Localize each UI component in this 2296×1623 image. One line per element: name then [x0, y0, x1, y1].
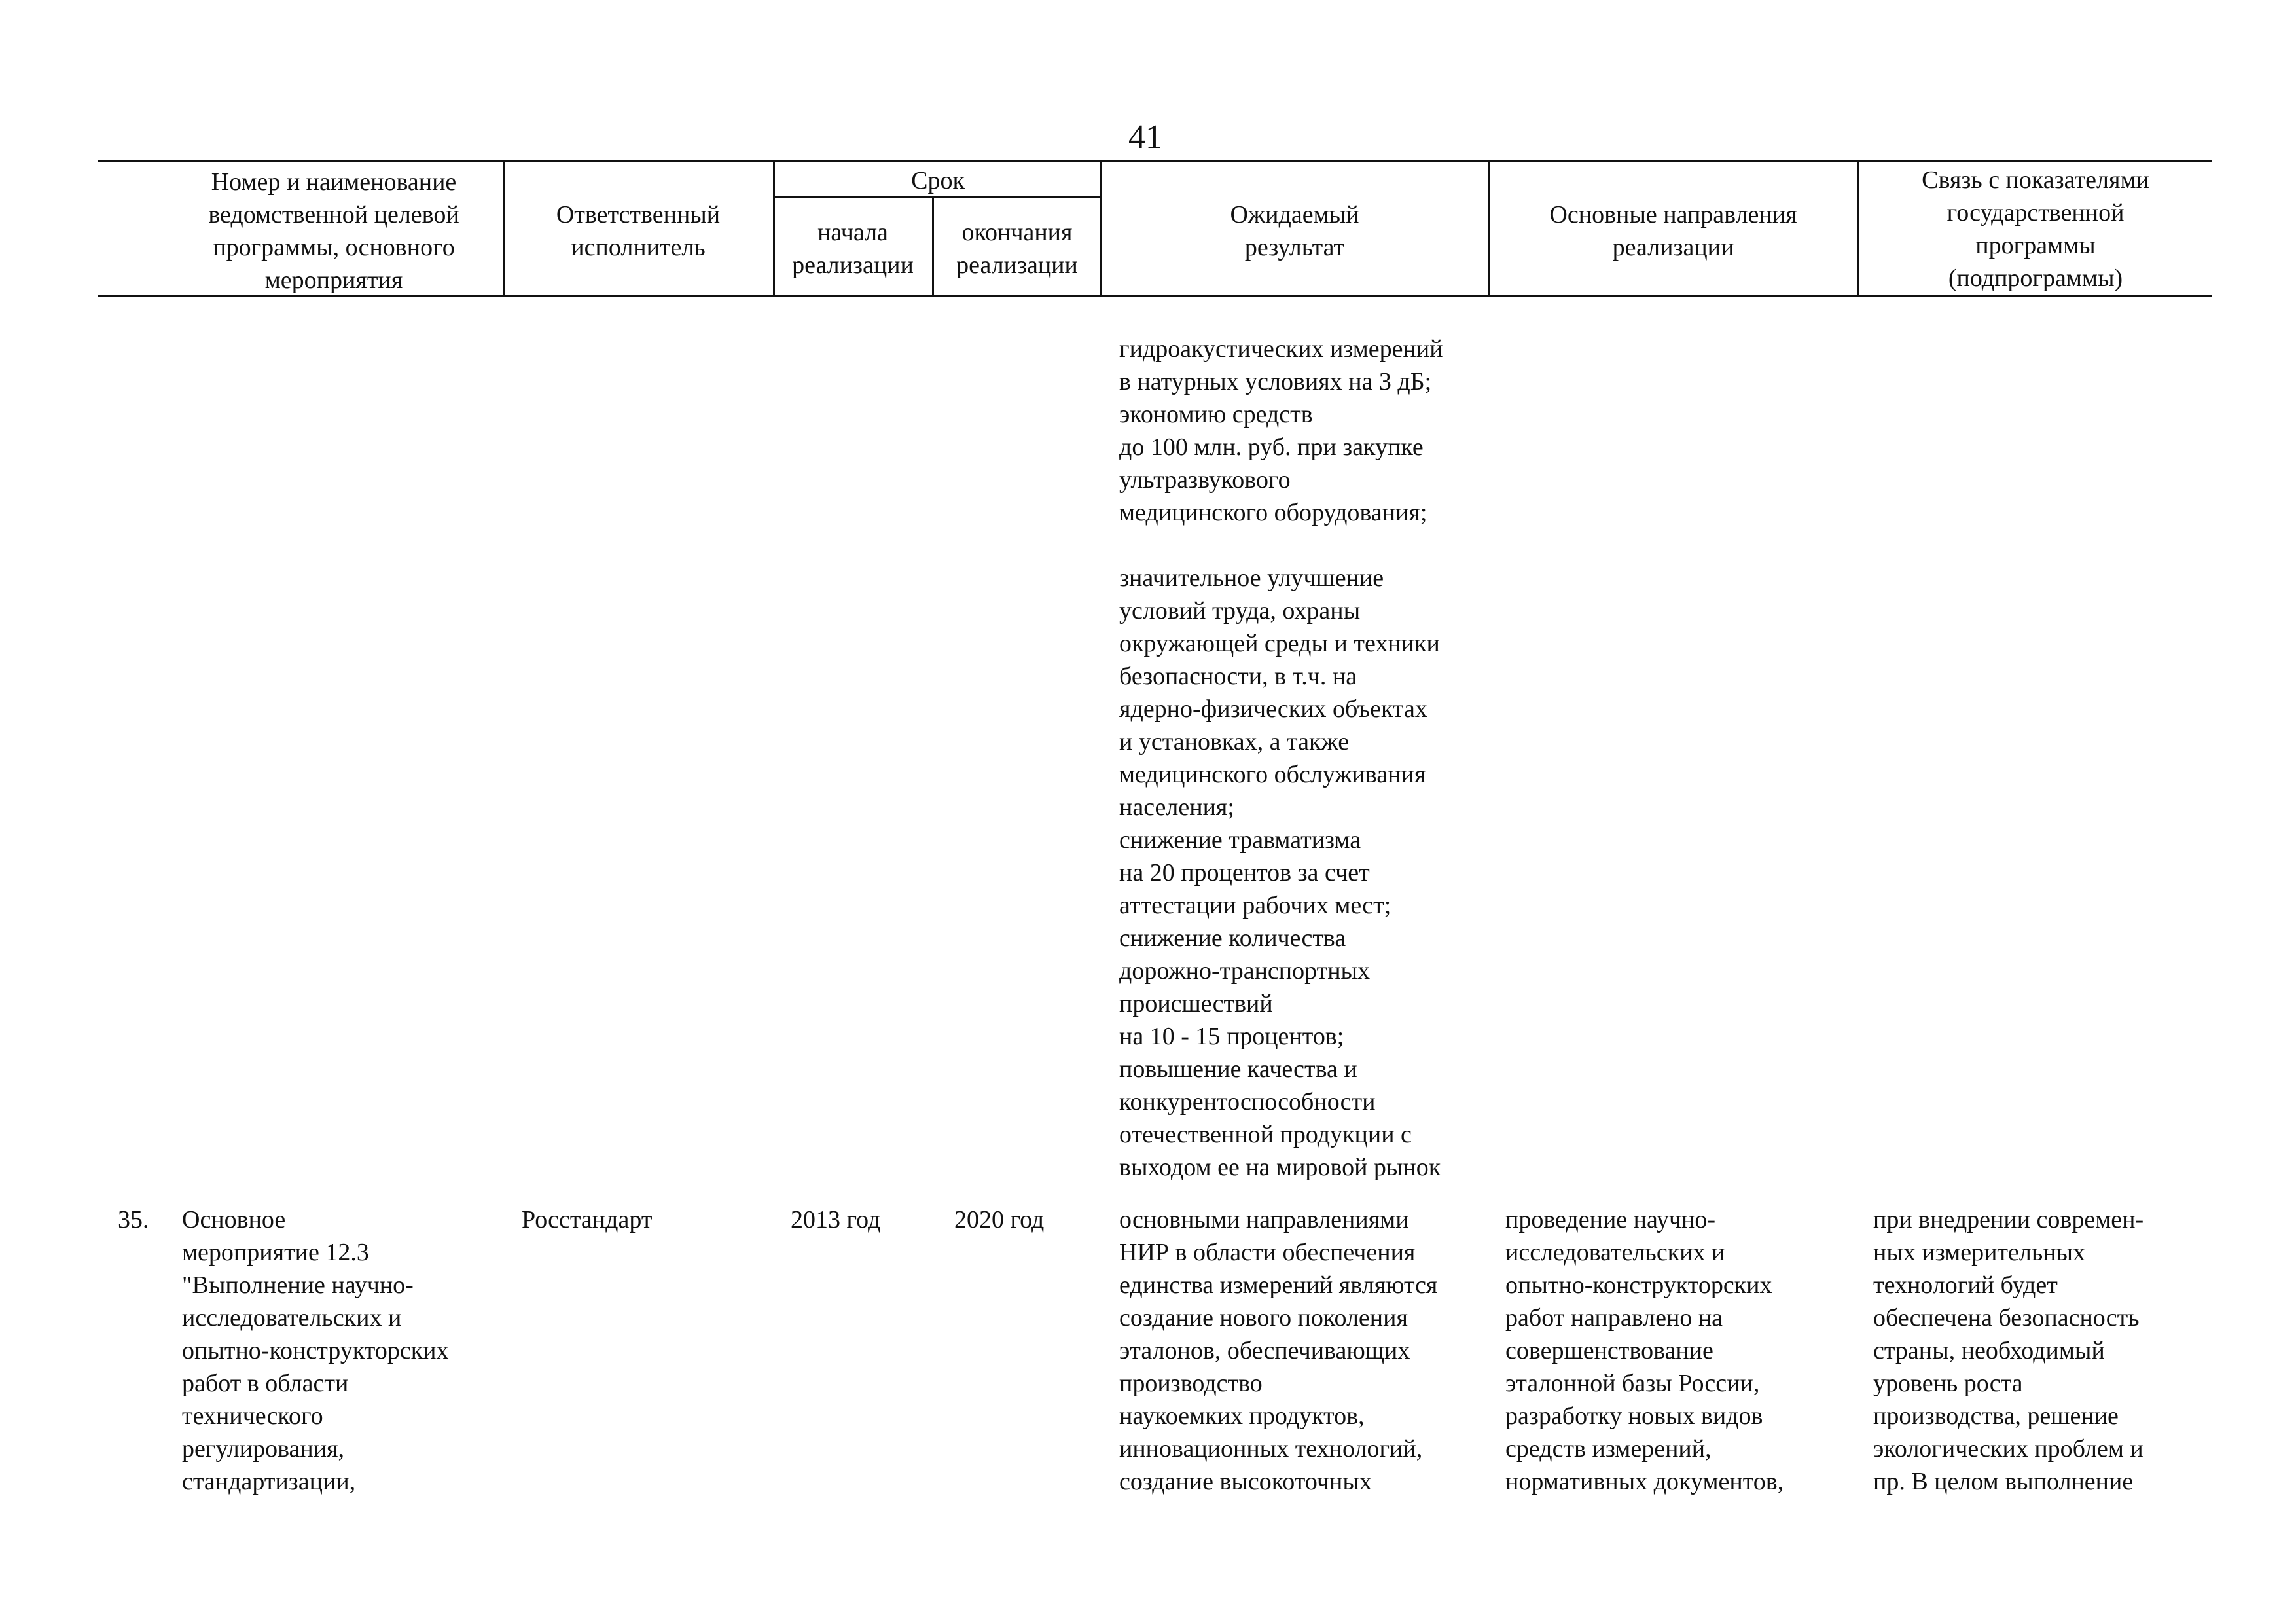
header-srok: Срок — [911, 167, 965, 194]
header-program-name: Номер и наименование ведомственной целевой программы, основного мероприятия — [208, 168, 459, 294]
row35-executor: Росстандарт — [522, 1206, 653, 1233]
continued-result-part2: значительное улучшение условий труда, охраны окружающей среды и техники безопасности, в т.ч. на ядерно-физических объектах и установках, а также медицинского обслуживания населения; снижение травматизма на 20 процентов за счет аттестации рабочих мест; снижение количества дорожно-транспортных происшествий на 10 - 15 процентов; повышение качества и конкурентоспособности отечественной продукции с выходом ее на мировой рынок — [1119, 564, 1441, 1181]
row35-indicators-link: при внедрении современ- ных измерительных технологий будет обеспечена безопасность страны, необходимый уровень роста производства, решение экологических проблем и пр. В целом выполнение — [1873, 1206, 2144, 1495]
header-indicators-link: Связь с показателями государственной программы (подпрограммы) — [1922, 166, 2149, 292]
continued-result-part1: гидроакустических измерений в натурных условиях на 3 дБ; экономию средств до 100 млн. руб. при закупке ультразвукового медицинского оборудования; — [1119, 335, 1443, 526]
row35-number: 35. — [118, 1206, 149, 1233]
header-executor: Ответственный исполнитель — [556, 201, 721, 261]
header-start: начала реализации — [792, 219, 914, 279]
row35-start-year: 2013 год — [791, 1206, 881, 1233]
row35-expected-result: основными направлениями НИР в области обеспечения единства измерений являются создание нового поколения эталонов, обеспечивающих производство наукоемких продуктов, инновационных технологий, создание высокоточных — [1119, 1206, 1438, 1495]
header-end: окончания реализации — [956, 219, 1078, 279]
table-top-border — [98, 160, 2212, 162]
row35-program-name: Основное мероприятие 12.3 "Выполнение научно- исследовательских и опытно-конструкторских работ в области технического регулирования, стандартизации, — [182, 1206, 449, 1495]
row35-directions: проведение научно- исследовательских и опытно-конструкторских работ направлено на совершенствование эталонной базы России, разработку новых видов средств измерений, нормативных документов, — [1505, 1206, 1784, 1495]
row35-end-year: 2020 год — [954, 1206, 1045, 1233]
page-number: 41 — [1128, 119, 1162, 156]
header-directions: Основные направления реализации — [1549, 201, 1797, 261]
header-expected-result: Ожидаемый результат — [1230, 201, 1359, 261]
